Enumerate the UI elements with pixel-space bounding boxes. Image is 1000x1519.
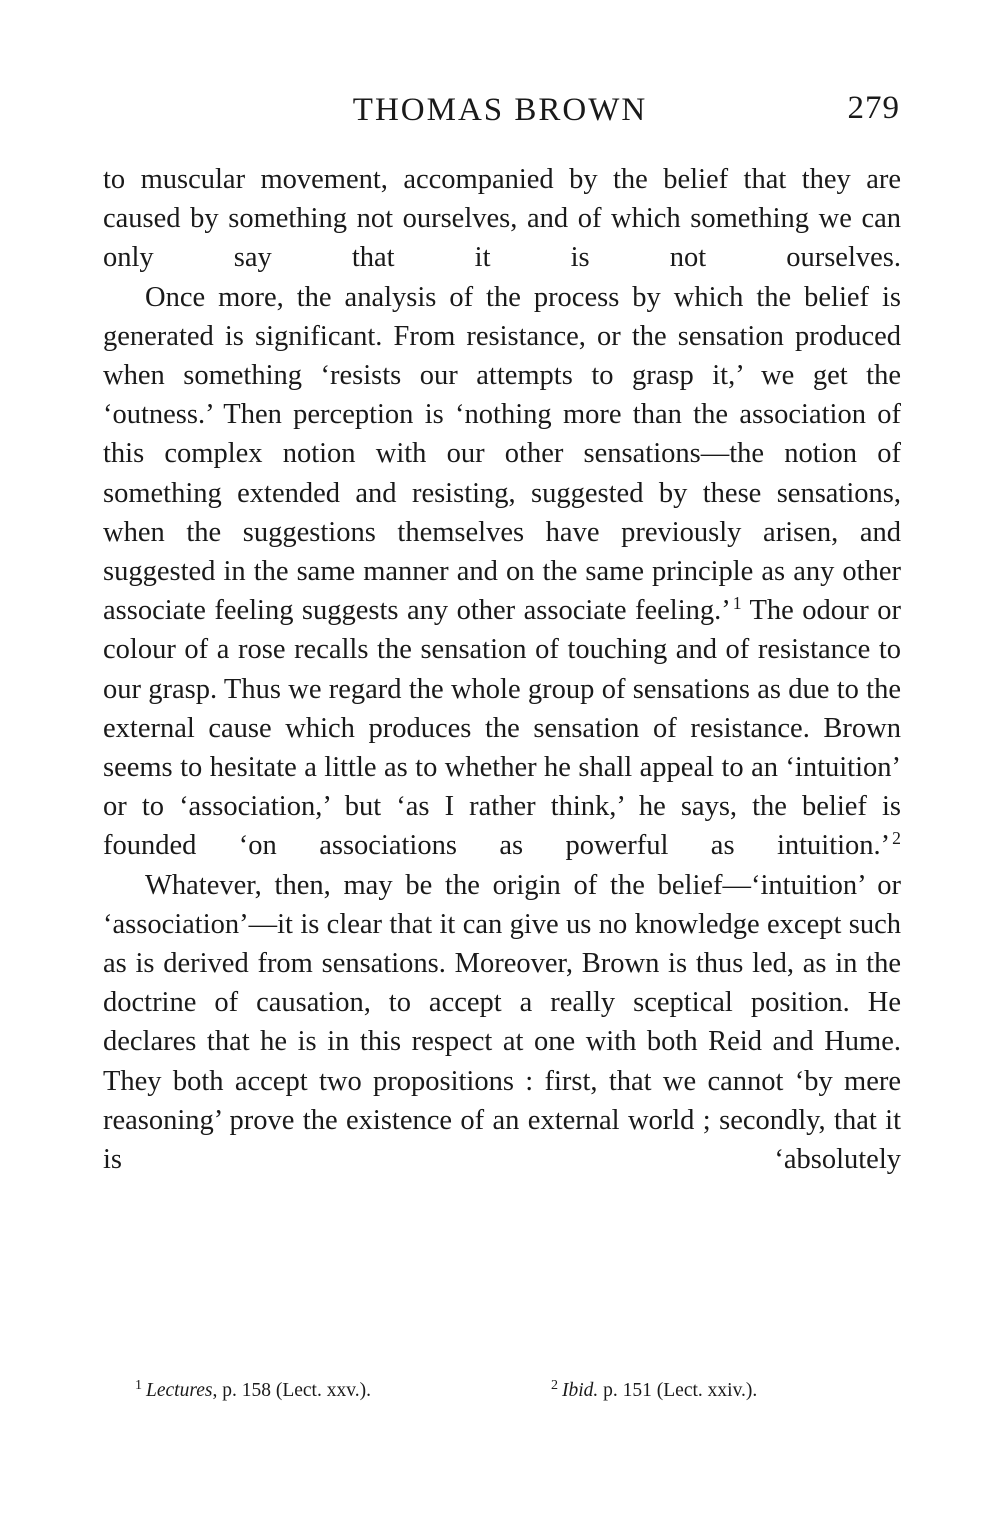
page-number: 279 bbox=[847, 90, 900, 126]
paragraph-3 bbox=[103, 866, 901, 1180]
footnote-1 bbox=[135, 1378, 371, 1404]
footnote-reference-1: 1 bbox=[732, 592, 742, 613]
footnote-1-marker: 1 bbox=[135, 1376, 143, 1393]
body-text bbox=[103, 160, 901, 1179]
footnote-2 bbox=[551, 1378, 757, 1404]
paragraph-3-text: Whatever, then, may be the origin of the belief—‘intuition’ or ‘association’—it is clear that it can give us no knowledge except such as is derived from sensations. Moreover, Brown is thus led, as in the doctrine of causation, to accept a really sceptical position. He declares that he is in this respect at one with both Reid and Hume. They both accept two propositions : first, that we cannot ‘by mere reasoning’ prove the existence of an external world ; secondly, that it is ‘absolutely bbox=[103, 869, 901, 1176]
footnote-1-rest: , p. 158 (Lect. xxv.). bbox=[212, 1380, 371, 1401]
paragraph-2-text-part-2: The odour or colour of a rose recalls the sensation of touching and of resistance to our grasp. Thus we regard the whole group of sensations as due to the external cause which produces the sensation of resistance. Brown seems to hesitate a little as to whether he shall appeal to an ‘intuition’ or to ‘association,’ but ‘as I rather think,’ he says, the belief is founded ‘on associations as powerful as intuition.’ bbox=[103, 595, 901, 862]
footnote-area bbox=[103, 1378, 901, 1404]
paragraph-2 bbox=[103, 278, 901, 866]
paragraph-2-text-part-1: Once more, the analysis of the process by which the belief is generated is significant. From resistance, or the sensation produced when something ‘resists our attempts to grasp it,’ we get the ‘outness.’ Then perception is ‘nothing more than the association of this complex notion with our other sensations—the notion of something extended and resisting, suggested by these sensations, when the suggestions themselves have previously arisen, and suggested in the same manner and on the same principle as any other associate feeling suggests any other associate feeling.’ bbox=[103, 281, 901, 627]
paragraph-1 bbox=[103, 160, 901, 278]
footnote-reference-2: 2 bbox=[892, 827, 901, 848]
footnote-2-marker: 2 bbox=[550, 1376, 558, 1393]
footnote-2-title: Ibid. bbox=[561, 1380, 599, 1401]
paragraph-1-text: to muscular movement, accompanied by the belief that they are caused by something not ourselves, and of which something we can only say that it is not ourselves. bbox=[103, 164, 901, 274]
footnote-2-rest: p. 151 (Lect. xxiv.). bbox=[598, 1380, 758, 1401]
footnote-1-title: Lectures bbox=[146, 1380, 213, 1401]
running-head: THOMAS BROWN bbox=[352, 92, 648, 128]
